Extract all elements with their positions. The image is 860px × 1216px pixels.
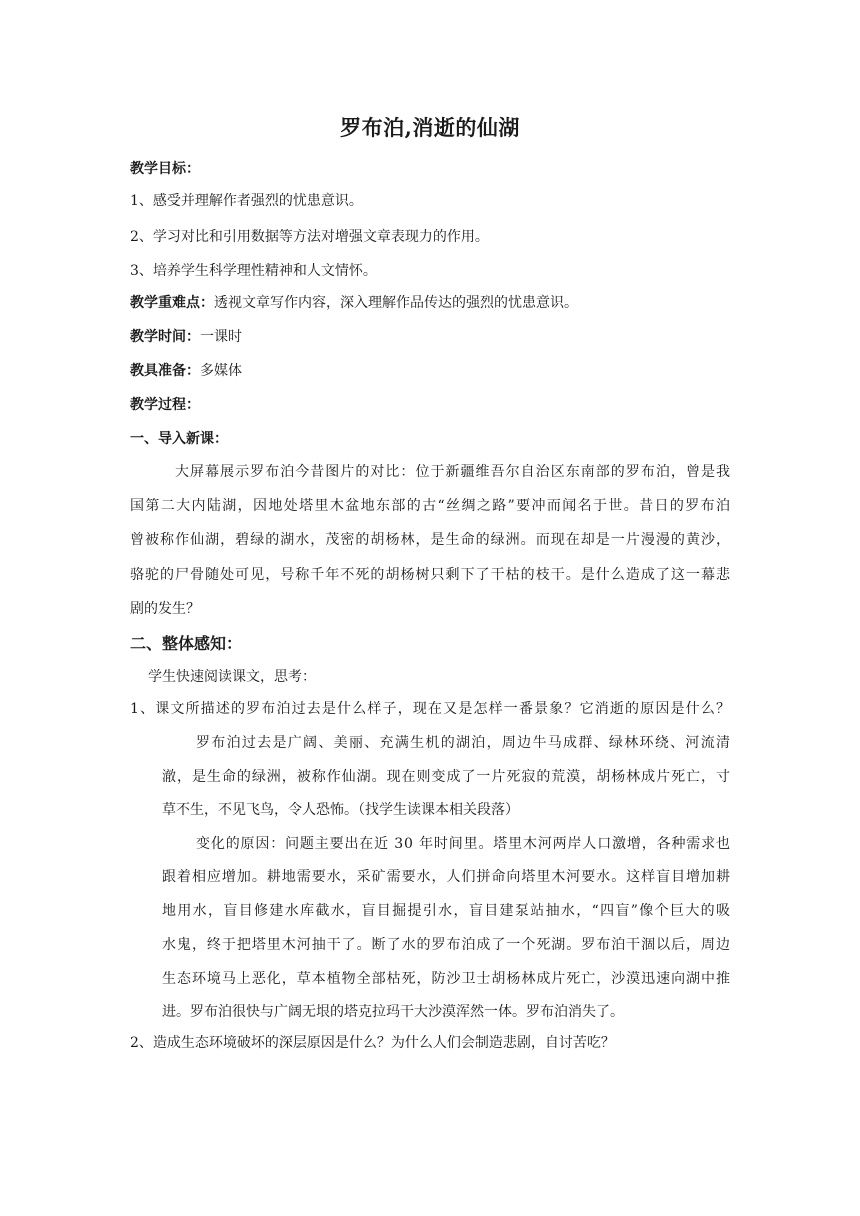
answer-line: 罗布泊过去是广阔、美丽、充满生机的湖泊，周边牛马成群、绿林环绕、河流清 bbox=[196, 735, 732, 751]
key-points-line bbox=[130, 292, 578, 312]
answer-line: 变化的原因：问题主要出在近 30 年时间里。塔里木河两岸人口激增，各种需求也 bbox=[196, 836, 731, 852]
paragraph-line: 剧的发生？ bbox=[130, 601, 200, 617]
paragraph-line: 曾被称作仙湖，碧绿的湖水，茂密的胡杨林，是生命的绿洲。而现在却是一片漫漫的黄沙， bbox=[130, 532, 732, 548]
tools-line bbox=[130, 360, 242, 380]
answer-line: 进。罗布泊很快与广阔无垠的塔克拉玛干大沙漠浑然一体。罗布泊消失了。 bbox=[162, 1004, 624, 1020]
section2-heading: 二、整体感知： bbox=[130, 634, 243, 653]
process-heading: 教学过程： bbox=[130, 397, 200, 413]
tools-text: 多媒体 bbox=[200, 363, 242, 379]
section2-intro: 学生快速阅读课文，思考： bbox=[148, 669, 316, 685]
time-text: 一课时 bbox=[200, 329, 242, 345]
answer-line: 地用水，盲目修建水库截水，盲目掘提引水，盲目建泵站抽水，“四盲”像个巨大的吸 bbox=[162, 903, 732, 919]
question-2: 2、造成生态环境破坏的深层原因是什么？为什么人们会制造悲剧，自讨苦吃？ bbox=[130, 1035, 615, 1051]
time-line bbox=[130, 326, 242, 346]
section1-heading: 一、导入新课： bbox=[130, 431, 228, 447]
key-points-label: 教学重难点： bbox=[130, 295, 214, 311]
document-title: 罗布泊,消逝的仙湖 bbox=[340, 115, 520, 140]
paragraph-line: 国第二大内陆湖，因地处塔里木盆地东部的古“丝绸之路”要冲而闻名于世。昔日的罗布泊 bbox=[130, 498, 732, 514]
time-label: 教学时间： bbox=[130, 329, 200, 345]
key-points-text: 透视文章写作内容，深入理解作品传达的强烈的忧患意识。 bbox=[214, 295, 578, 311]
question-1: 1、课文所描述的罗布泊过去是什么样子，现在又是怎样一番景象？它消逝的原因是什么？ bbox=[130, 701, 732, 717]
tools-label: 教具准备： bbox=[130, 363, 200, 379]
answer-line: 水鬼，终于把塔里木河抽干了。断了水的罗布泊成了一个死湖。罗布泊干涸以后，周边 bbox=[162, 937, 731, 953]
answer-line: 草不生，不见飞鸟，令人恐怖。（找学生读课本相关段落） bbox=[162, 802, 519, 818]
objective-item: 1、感受并理解作者强烈的忧患意识。 bbox=[130, 193, 363, 209]
paragraph-line: 大屏幕展示罗布泊今昔图片的对比：位于新疆维吾尔自治区东南部的罗布泊，曾是我 bbox=[175, 464, 732, 480]
objective-item: 3、培养学生科学理性精神和人文情怀。 bbox=[130, 263, 377, 279]
answer-line: 生态环境马上恶化，草本植物全部枯死，防沙卫士胡杨林成片死亡，沙漠迅速向湖中推 bbox=[162, 971, 731, 987]
answer-line: 澈，是生命的绿洲，被称作仙湖。现在则变成了一片死寂的荒漠，胡杨林成片死亡，寸 bbox=[162, 769, 731, 785]
answer-line: 跟着相应增加。耕地需要水，采矿需要水，人们拼命向塔里木河要水。这样盲目增加耕 bbox=[162, 869, 731, 885]
objectives-heading: 教学目标： bbox=[130, 161, 200, 177]
objective-item: 2、学习对比和引用数据等方法对增强文章表现力的作用。 bbox=[130, 229, 489, 245]
paragraph-line: 骆驼的尸骨随处可见，号称千年不死的胡杨树只剩下了干枯的枝干。是什么造成了这一幕悲 bbox=[130, 567, 732, 583]
